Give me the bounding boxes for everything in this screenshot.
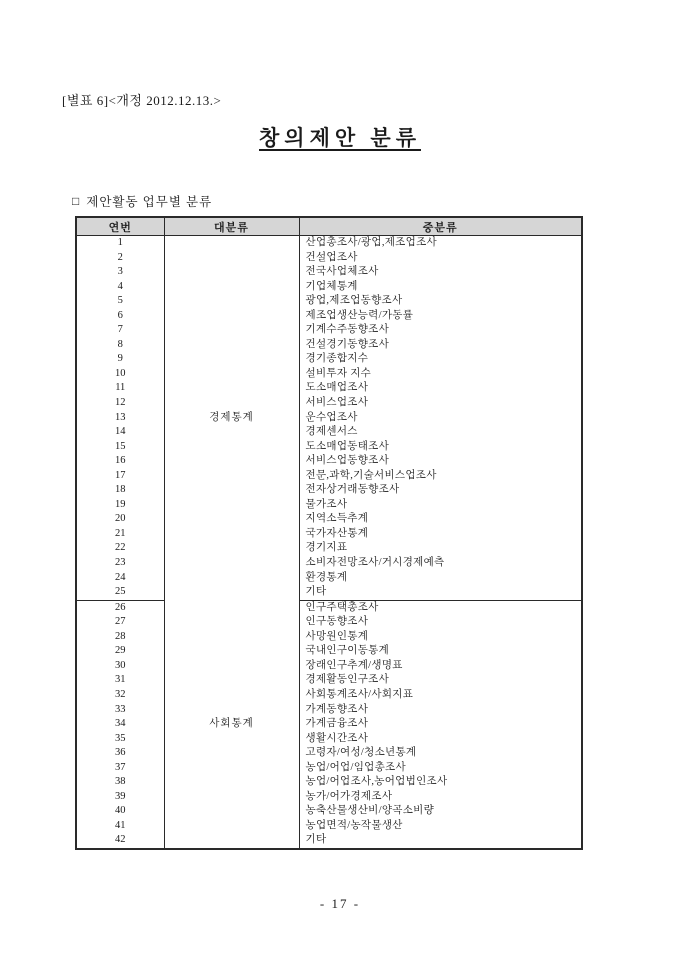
row-label: 산업총조사/광업,제조업조사 bbox=[299, 236, 582, 251]
row-label: 농업면적/농작물생산 bbox=[299, 819, 582, 834]
row-number: 27 bbox=[76, 615, 164, 630]
row-label: 건설업조사 bbox=[299, 251, 582, 266]
row-label: 기타 bbox=[299, 833, 582, 849]
row-number: 4 bbox=[76, 280, 164, 295]
row-number: 40 bbox=[76, 804, 164, 819]
row-number: 14 bbox=[76, 425, 164, 440]
checkbox-icon: □ bbox=[72, 194, 81, 208]
row-number: 22 bbox=[76, 541, 164, 556]
row-number: 23 bbox=[76, 556, 164, 571]
row-number: 10 bbox=[76, 367, 164, 382]
page-title: 창의제안 분류 bbox=[259, 126, 421, 150]
row-number: 7 bbox=[76, 323, 164, 338]
row-label: 장래인구추계/생명표 bbox=[299, 659, 582, 674]
row-number: 8 bbox=[76, 338, 164, 353]
row-label: 운수업조사 bbox=[299, 411, 582, 426]
table-row bbox=[76, 585, 582, 600]
row-label: 소비자전망조사/거시경제예측 bbox=[299, 556, 582, 571]
row-number: 28 bbox=[76, 630, 164, 645]
row-number: 24 bbox=[76, 571, 164, 586]
row-label: 사망원인통계 bbox=[299, 630, 582, 645]
row-label: 경기종합지수 bbox=[299, 352, 582, 367]
row-number: 17 bbox=[76, 469, 164, 484]
table-row bbox=[76, 775, 582, 790]
table-row bbox=[76, 819, 582, 834]
row-label: 농업/어업조사,농어업법인조사 bbox=[299, 775, 582, 790]
header-note: [별표 6]<개정 2012.12.13.> bbox=[62, 93, 222, 108]
row-number: 30 bbox=[76, 659, 164, 674]
row-label: 농업/어업/임업총조사 bbox=[299, 761, 582, 776]
table-row bbox=[76, 367, 582, 382]
table-row bbox=[76, 469, 582, 484]
table-row bbox=[76, 527, 582, 542]
row-label: 가계금융조사 bbox=[299, 717, 582, 732]
row-number: 34 bbox=[76, 717, 164, 732]
row-number: 12 bbox=[76, 396, 164, 411]
row-label: 서비스업조사 bbox=[299, 396, 582, 411]
table-row bbox=[76, 761, 582, 776]
row-number: 25 bbox=[76, 585, 164, 600]
table-row bbox=[76, 630, 582, 645]
row-number: 2 bbox=[76, 251, 164, 266]
table-row bbox=[76, 440, 582, 455]
table-row bbox=[76, 425, 582, 440]
row-number: 42 bbox=[76, 833, 164, 849]
table-row bbox=[76, 338, 582, 353]
row-number: 21 bbox=[76, 527, 164, 542]
row-number: 16 bbox=[76, 454, 164, 469]
row-number: 19 bbox=[76, 498, 164, 513]
column-header-category: 대분류 bbox=[164, 217, 299, 236]
table-row bbox=[76, 498, 582, 513]
row-label: 농축산물생산비/양곡소비량 bbox=[299, 804, 582, 819]
row-label: 국가자산통계 bbox=[299, 527, 582, 542]
row-number: 3 bbox=[76, 265, 164, 280]
row-label: 서비스업동향조사 bbox=[299, 454, 582, 469]
table-row bbox=[76, 454, 582, 469]
table-row bbox=[76, 265, 582, 280]
page-number: - 17 - bbox=[319, 896, 361, 911]
row-label: 건설경기동향조사 bbox=[299, 338, 582, 353]
table-row bbox=[76, 352, 582, 367]
table-row bbox=[76, 512, 582, 527]
column-header-no: 연번 bbox=[76, 217, 164, 236]
row-label: 생활시간조사 bbox=[299, 732, 582, 747]
table-row bbox=[76, 615, 582, 630]
row-number: 15 bbox=[76, 440, 164, 455]
table-row bbox=[76, 556, 582, 571]
row-label: 광업,제조업동향조사 bbox=[299, 294, 582, 309]
row-label: 도소매업조사 bbox=[299, 381, 582, 396]
row-number: 36 bbox=[76, 746, 164, 761]
row-label: 국내인구이동통계 bbox=[299, 644, 582, 659]
table-header bbox=[76, 217, 582, 236]
row-label: 인구동향조사 bbox=[299, 615, 582, 630]
table-row bbox=[76, 804, 582, 819]
column-header-subcategory: 중분류 bbox=[299, 217, 582, 236]
row-label: 기업체통계 bbox=[299, 280, 582, 295]
table-row bbox=[76, 280, 582, 295]
row-number: 13 bbox=[76, 411, 164, 426]
table-row bbox=[76, 673, 582, 688]
table-row bbox=[76, 323, 582, 338]
table-row bbox=[76, 571, 582, 586]
row-number: 38 bbox=[76, 775, 164, 790]
table-row bbox=[76, 381, 582, 396]
row-label: 기계수주동향조사 bbox=[299, 323, 582, 338]
row-label: 도소매업동태조사 bbox=[299, 440, 582, 455]
row-label: 제조업생산능력/가동률 bbox=[299, 309, 582, 324]
category-cell: 경제통계 bbox=[164, 236, 299, 601]
row-number: 37 bbox=[76, 761, 164, 776]
table-row bbox=[76, 600, 582, 615]
table-row bbox=[76, 746, 582, 761]
row-number: 1 bbox=[76, 236, 164, 251]
row-number: 11 bbox=[76, 381, 164, 396]
row-number: 26 bbox=[76, 600, 164, 615]
table-row bbox=[76, 541, 582, 556]
row-label: 전문,과학,기술서비스업조사 bbox=[299, 469, 582, 484]
row-label: 사회통계조사/사회지표 bbox=[299, 688, 582, 703]
row-number: 39 bbox=[76, 790, 164, 805]
row-label: 환경통계 bbox=[299, 571, 582, 586]
table-row bbox=[76, 833, 582, 849]
section-label-text: 제안활동 업무별 분류 bbox=[86, 195, 213, 209]
row-label: 고령자/여성/청소년통계 bbox=[299, 746, 582, 761]
classification-table bbox=[75, 216, 583, 850]
section-label bbox=[72, 192, 212, 210]
table-row bbox=[76, 483, 582, 498]
table-row bbox=[76, 659, 582, 674]
row-label: 전국사업체조사 bbox=[299, 265, 582, 280]
table-row bbox=[76, 411, 582, 426]
row-label: 인구주택총조사 bbox=[299, 600, 582, 615]
table-row bbox=[76, 294, 582, 309]
row-number: 9 bbox=[76, 352, 164, 367]
row-label: 가계동향조사 bbox=[299, 703, 582, 718]
row-label: 농가/어가경제조사 bbox=[299, 790, 582, 805]
row-number: 35 bbox=[76, 732, 164, 747]
table-row bbox=[76, 717, 582, 732]
row-number: 32 bbox=[76, 688, 164, 703]
table-row bbox=[76, 251, 582, 266]
table-row bbox=[76, 790, 582, 805]
table-row bbox=[76, 703, 582, 718]
row-label: 경기지표 bbox=[299, 541, 582, 556]
row-label: 물가조사 bbox=[299, 498, 582, 513]
row-label: 경제센서스 bbox=[299, 425, 582, 440]
row-number: 6 bbox=[76, 309, 164, 324]
table bbox=[75, 216, 583, 850]
table-row bbox=[76, 309, 582, 324]
row-label: 기타 bbox=[299, 585, 582, 600]
row-label: 지역소득추계 bbox=[299, 512, 582, 527]
table-row bbox=[76, 732, 582, 747]
row-number: 33 bbox=[76, 703, 164, 718]
table-row bbox=[76, 688, 582, 703]
row-number: 18 bbox=[76, 483, 164, 498]
row-number: 29 bbox=[76, 644, 164, 659]
table-row bbox=[76, 644, 582, 659]
row-number: 20 bbox=[76, 512, 164, 527]
row-number: 41 bbox=[76, 819, 164, 834]
table-row bbox=[76, 236, 582, 251]
table-body bbox=[76, 236, 582, 849]
table-row bbox=[76, 396, 582, 411]
row-label: 전자상거래동향조사 bbox=[299, 483, 582, 498]
row-number: 5 bbox=[76, 294, 164, 309]
row-label: 설비투자 지수 bbox=[299, 367, 582, 382]
row-number: 31 bbox=[76, 673, 164, 688]
category-cell: 사회통계 bbox=[164, 600, 299, 849]
row-label: 경제활동인구조사 bbox=[299, 673, 582, 688]
